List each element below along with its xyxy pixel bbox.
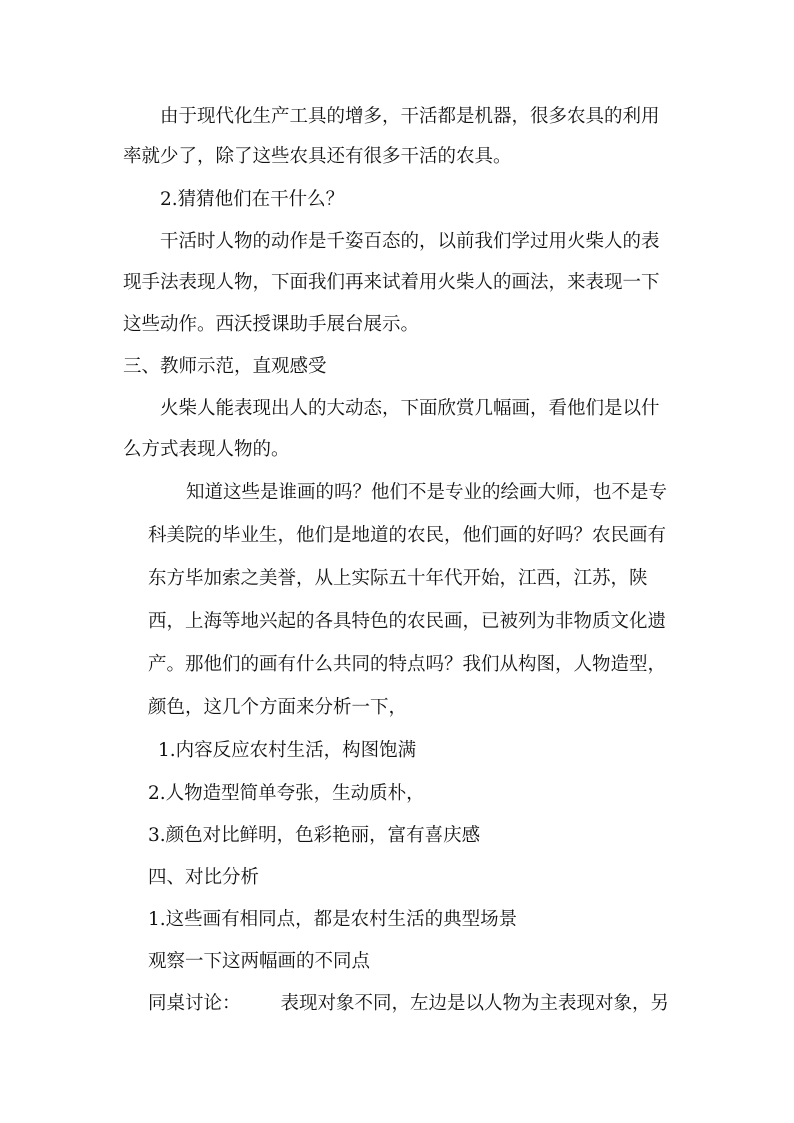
paragraph-line <box>148 992 669 1016</box>
paragraph-line: 产。那他们的画有什么共同的特点吗？我们从构图，人物造型， <box>148 654 667 675</box>
paragraph-line: 由于现代化生产工具的增多，干活都是机器，很多农具的利用 <box>160 106 660 127</box>
paragraph-line: 干活时人物的动作是千姿百态的，以前我们学过用火柴人的表 <box>160 231 660 252</box>
section-item: 2.猜猜他们在干什么？ <box>160 189 345 210</box>
paragraph-line: 现手法表现人物，下面我们再来试着用火柴人的画法，来表现一下 <box>123 272 660 293</box>
paragraph-line: 火柴人能表现出人的大动态，下面欣赏几幅画，看他们是以什 <box>160 398 660 419</box>
paragraph-line: 颜色，这几个方面来分析一下， <box>148 697 408 718</box>
section-heading: 四、对比分析 <box>148 867 260 888</box>
list-item: 3.颜色对比鲜明，色彩艳丽，富有喜庆感 <box>148 825 481 846</box>
paragraph-line: 么方式表现人物的。 <box>123 439 290 460</box>
paragraph-line: 这些动作。西沃授课助手展台展示。 <box>123 314 420 335</box>
paragraph-line: 东方毕加索之美誉，从上实际五十年代开始，江西，江苏，陕 <box>148 568 648 589</box>
paragraph-line: 率就少了，除了这些农具还有很多干活的农具。 <box>123 146 512 167</box>
list-item: 1.内容反应农村生活，构图饱满 <box>158 740 417 761</box>
paragraph-line: 西，上海等地兴起的各具特色的农民画，已被列为非物质文化遗 <box>148 611 667 632</box>
paragraph-line: 科美院的毕业生，他们是地道的农民，他们画的好吗？农民画有 <box>148 525 667 546</box>
discussion-label: 同桌讨论： <box>148 993 241 1014</box>
list-item: 2.人物造型简单夸张，生动质朴， <box>148 783 425 804</box>
section-heading: 三、教师示范，直观感受 <box>123 356 327 377</box>
paragraph-line: 知道这些是谁画的吗？他们不是专业的绘画大师，也不是专 <box>186 482 668 503</box>
list-item: 1.这些画有相同点，都是农村生活的典型场景 <box>148 909 518 930</box>
paragraph-line: 观察一下这两幅画的不同点 <box>148 951 371 972</box>
discussion-text: 表现对象不同，左边是以人物为主表现对象，另 <box>280 993 670 1014</box>
